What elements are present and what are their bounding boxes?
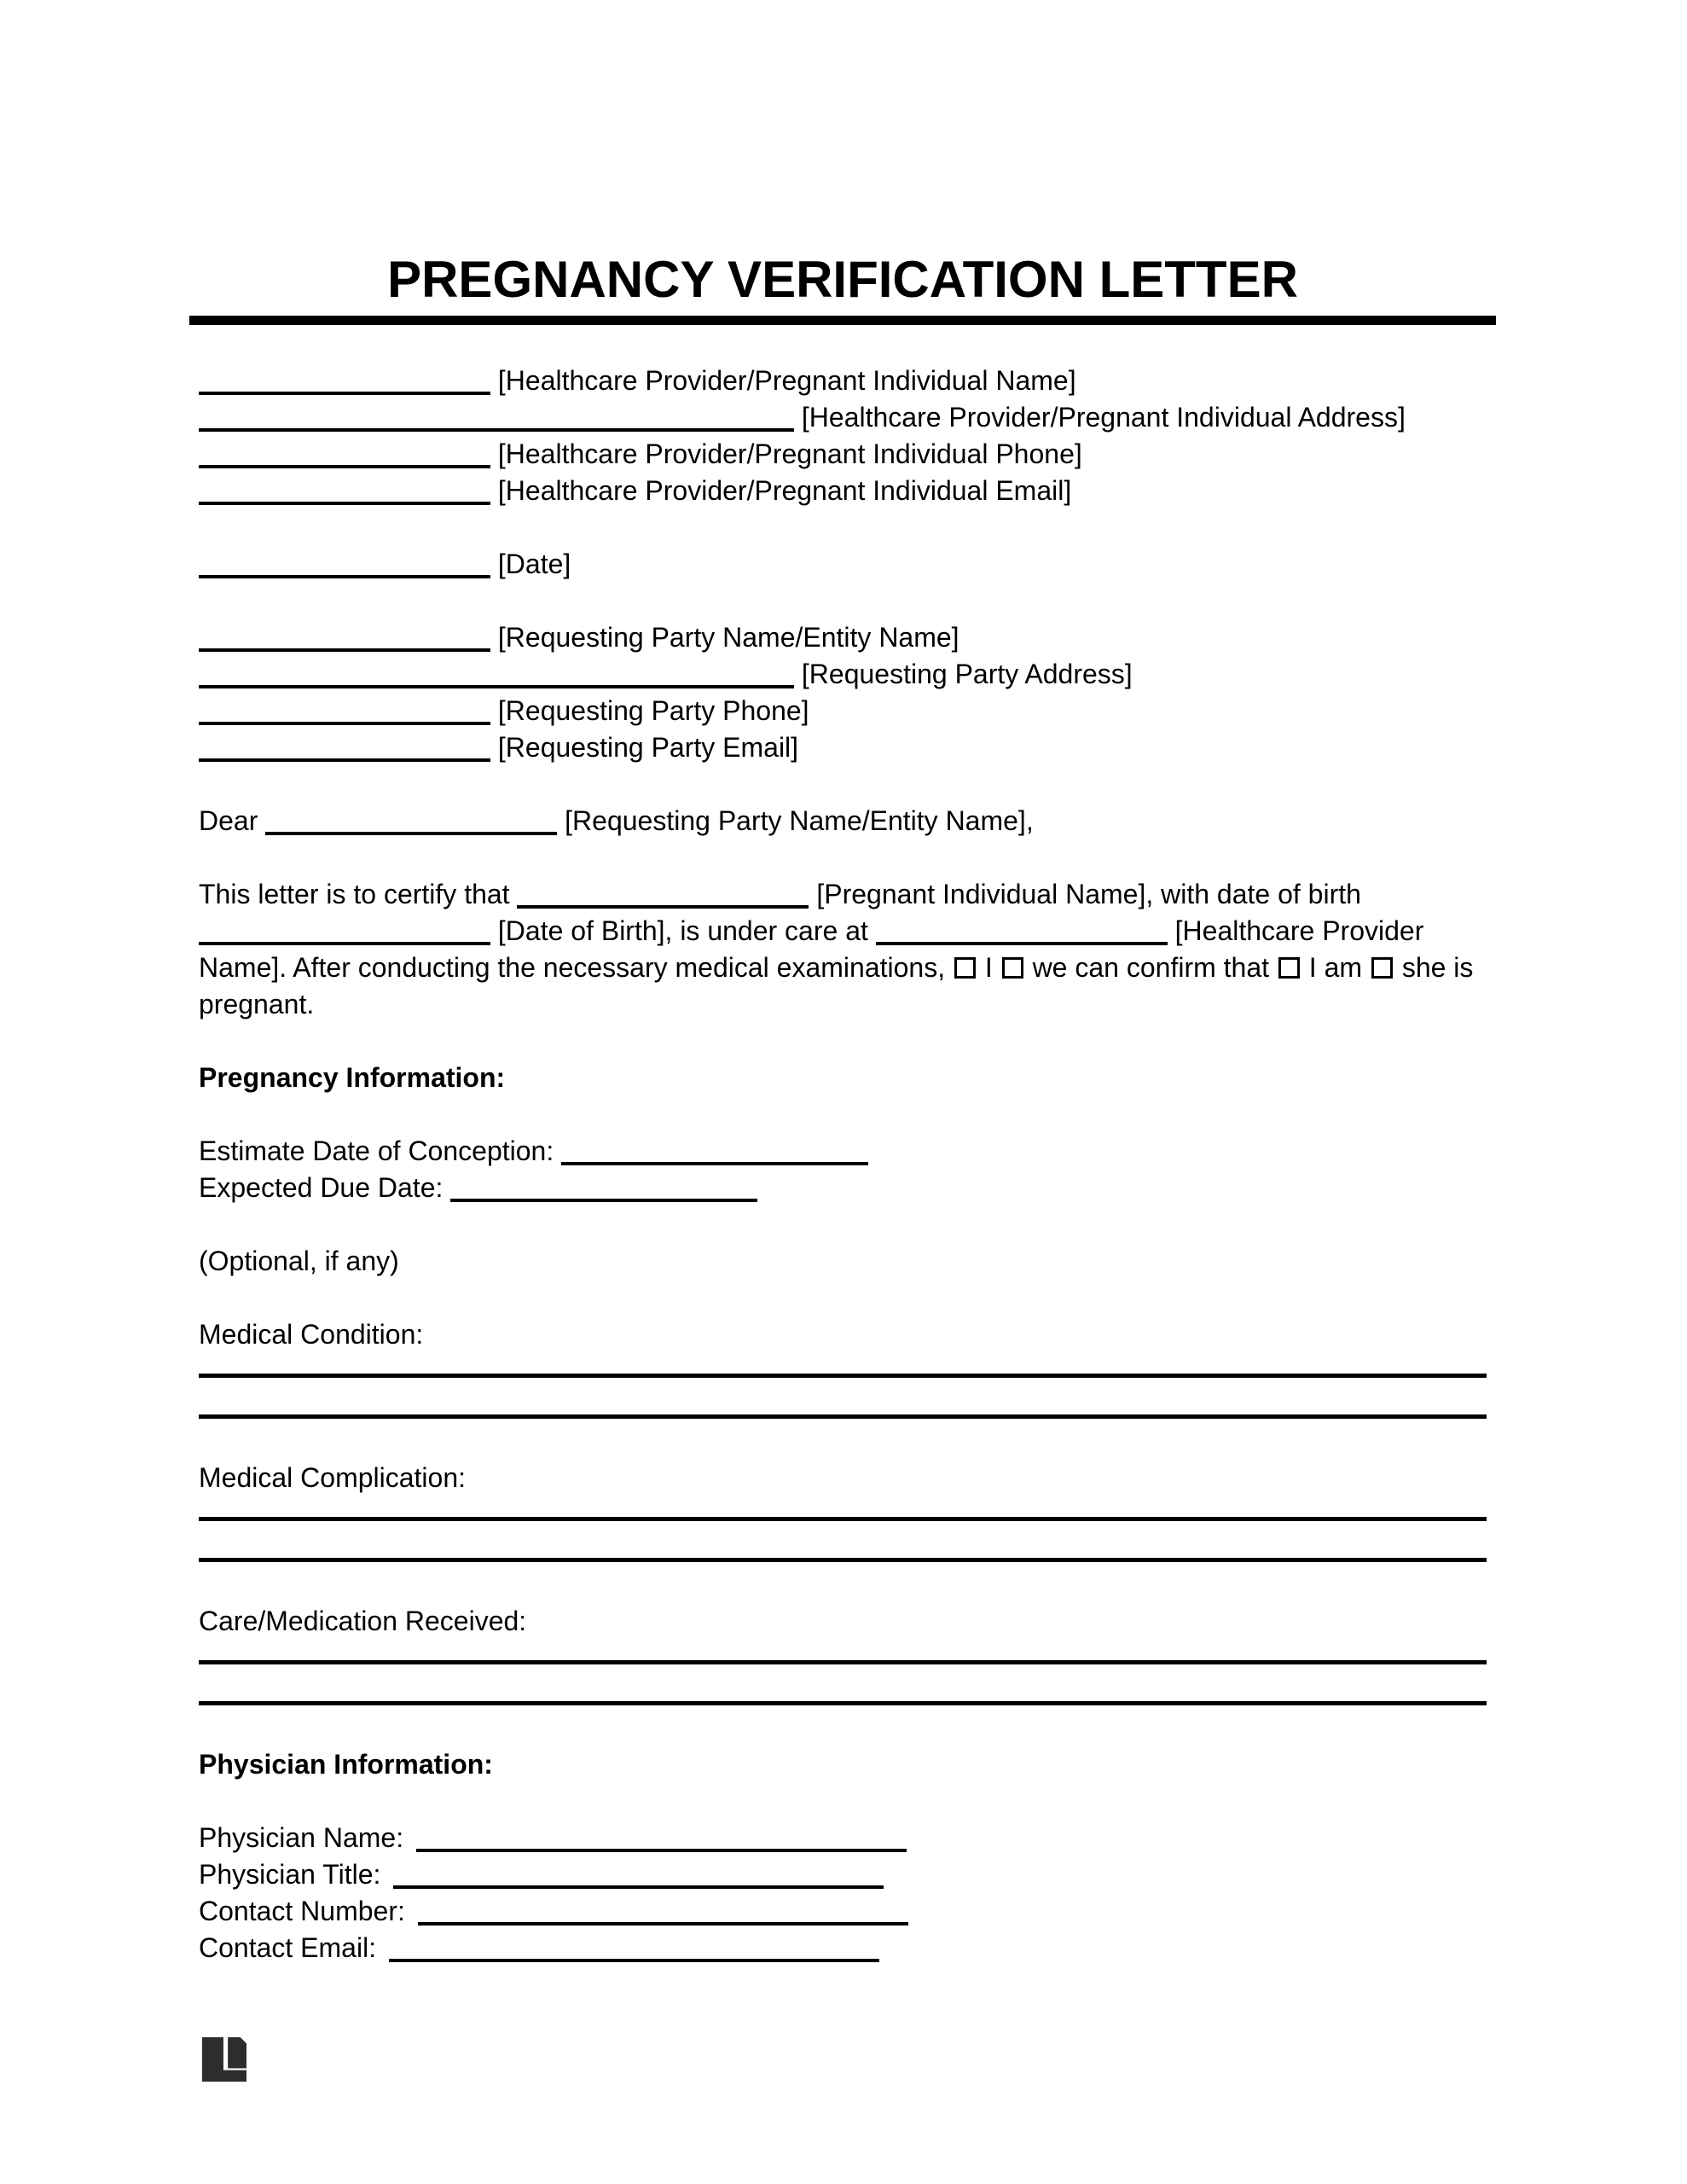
conception-date-label: Estimate Date of Conception:: [199, 1136, 554, 1166]
dob-blank[interactable]: [199, 916, 490, 945]
checkbox-she[interactable]: [1371, 957, 1393, 979]
contact-number-line: [199, 1893, 1487, 1930]
requester-email-label: [Requesting Party Email]: [497, 732, 799, 763]
requester-address-line: [199, 656, 1487, 693]
provider-address-line: [199, 399, 1487, 436]
provider-phone-line: [199, 436, 1487, 473]
certification-paragraph: [199, 876, 1487, 1023]
requester-address-label: [Requesting Party Address]: [801, 659, 1133, 689]
requester-name-label: [Requesting Party Name/Entity Name]: [497, 622, 959, 653]
provider-care-blank[interactable]: [876, 916, 1168, 945]
contact-email-blank[interactable]: [389, 1933, 879, 1962]
provider-name-label: [Healthcare Provider/Pregnant Individual Name]: [497, 365, 1076, 396]
pregnancy-info-heading: Pregnancy Information:: [199, 1062, 506, 1093]
physician-title-blank[interactable]: [393, 1860, 884, 1889]
document-title: PREGNANCY VERIFICATION LETTER: [387, 251, 1298, 308]
conception-date-line: [199, 1133, 1487, 1170]
contact-number-blank[interactable]: [418, 1896, 908, 1926]
salutation-line: [199, 803, 1487, 839]
option-i-label: I: [984, 952, 993, 983]
legal-templates-logo-icon: [202, 2037, 246, 2082]
provider-name-line: [199, 363, 1487, 399]
contact-email-line: [199, 1930, 1487, 1966]
contact-number-label: Contact Number:: [199, 1896, 405, 1926]
option-we-label: we can confirm that: [1032, 952, 1270, 983]
checkbox-i-am[interactable]: [1278, 957, 1300, 979]
medical-condition-label: Medical Condition:: [199, 1319, 424, 1350]
provider-email-line: [199, 473, 1487, 509]
provider-email-label: [Healthcare Provider/Pregnant Individual Email]: [497, 475, 1072, 506]
certification-seg4: [Healthcare Provider Name]. After conducting the necessary medical examinations,: [199, 915, 1424, 983]
care-medication-label: Care/Medication Received:: [199, 1606, 527, 1636]
title-divider: [189, 316, 1496, 325]
medical-complication-label: Medical Complication:: [199, 1462, 467, 1493]
optional-note: (Optional, if any): [199, 1246, 399, 1276]
provider-name-blank[interactable]: [199, 366, 490, 395]
due-date-blank[interactable]: [450, 1173, 757, 1202]
physician-title-label: Physician Title:: [199, 1859, 381, 1890]
provider-address-label: [Healthcare Provider/Pregnant Individual Address]: [801, 402, 1406, 433]
salutation-blank[interactable]: [265, 806, 557, 835]
salutation-label: [Requesting Party Name/Entity Name],: [565, 805, 1034, 836]
physician-title-line: [199, 1856, 1487, 1893]
medical-condition-writing-line-2[interactable]: [199, 1378, 1487, 1419]
checkbox-we[interactable]: [1002, 957, 1023, 979]
physician-info-heading: Physician Information:: [199, 1749, 493, 1780]
requester-phone-label: [Requesting Party Phone]: [497, 695, 809, 726]
date-label: [Date]: [497, 549, 571, 579]
provider-address-blank[interactable]: [199, 403, 794, 432]
option-she-label: she is pregnant.: [199, 952, 1474, 1019]
requester-email-blank[interactable]: [199, 733, 490, 762]
medical-complication-writing-line-1[interactable]: [199, 1496, 1487, 1521]
pregnant-name-blank[interactable]: [517, 880, 809, 909]
salutation-prefix: Dear: [199, 805, 258, 836]
due-date-line: [199, 1170, 1487, 1206]
checkbox-i[interactable]: [954, 957, 976, 979]
certification-seg3: [Date of Birth], is under care at: [497, 915, 868, 946]
conception-date-blank[interactable]: [561, 1136, 868, 1165]
physician-name-label: Physician Name:: [199, 1822, 404, 1853]
provider-phone-label: [Healthcare Provider/Pregnant Individual Phone]: [497, 439, 1082, 469]
provider-email-blank[interactable]: [199, 476, 490, 505]
requester-phone-line: [199, 693, 1487, 729]
medical-complication-writing-line-2[interactable]: [199, 1521, 1487, 1562]
contact-email-label: Contact Email:: [199, 1932, 377, 1963]
requester-address-blank[interactable]: [199, 659, 794, 688]
physician-name-line: [199, 1820, 1487, 1856]
requester-name-blank[interactable]: [199, 623, 490, 652]
requester-email-line: [199, 729, 1487, 766]
option-i-am-label: I am: [1308, 952, 1363, 983]
care-medication-writing-line-2[interactable]: [199, 1664, 1487, 1705]
certification-seg2: [Pregnant Individual Name], with date of birth: [816, 879, 1361, 909]
certification-seg1: This letter is to certify that: [199, 879, 510, 909]
requester-phone-blank[interactable]: [199, 696, 490, 725]
physician-name-blank[interactable]: [416, 1823, 907, 1852]
requester-name-line: [199, 619, 1487, 656]
due-date-label: Expected Due Date:: [199, 1172, 443, 1203]
date-blank[interactable]: [199, 549, 490, 578]
date-line: [199, 546, 1487, 583]
care-medication-writing-line-1[interactable]: [199, 1640, 1487, 1664]
medical-condition-writing-line-1[interactable]: [199, 1353, 1487, 1378]
provider-phone-blank[interactable]: [199, 439, 490, 468]
